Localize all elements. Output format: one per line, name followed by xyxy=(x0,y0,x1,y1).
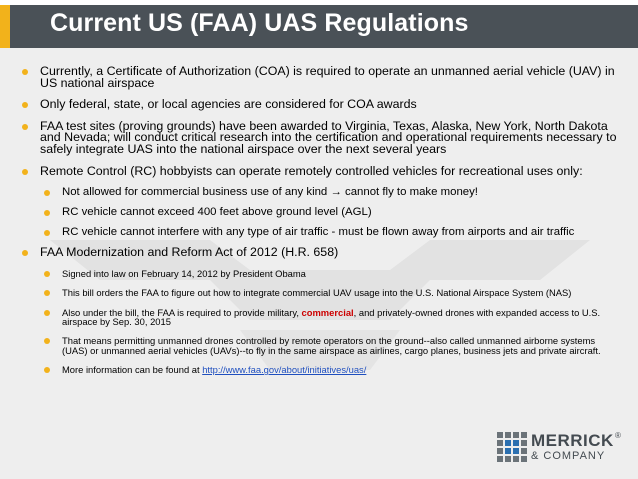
bullet-text: Remote Control (RC) hobbyists can operate remotely controlled vehicles for recreational uses only: xyxy=(40,163,583,178)
bullet-text: Currently, a Certificate of Authorization (COA) is required to operate an unmanned aerial vehicle (UAV) in US national airspace xyxy=(40,64,615,90)
bullet-text: , and privately-owned drones with expanded access to U.S. airspace by Sep. 30, 2015 xyxy=(62,306,601,327)
logo-subtitle: & COMPANY xyxy=(531,450,606,462)
bullet-text: RC vehicle cannot interfere with any type of air traffic - must be flown away from airports and air traffic xyxy=(62,226,575,239)
bullet-dot-icon xyxy=(22,69,28,75)
bullet-dot-icon xyxy=(44,210,50,216)
bullet-text: FAA test sites (proving grounds) have been awarded to Virginia, Texas, Alaska, New York, North Dakota and Nevada; will conduct critical research into the certification and operational requirements necessary to safely integrate UAS into the national airspace over the next several years xyxy=(40,118,617,156)
right-arrow-icon: → xyxy=(330,186,342,199)
bullet-faa-act xyxy=(18,247,618,259)
bullet-dot-icon xyxy=(44,310,50,316)
bullet-dot-icon xyxy=(22,102,28,108)
bullet-dot-icon xyxy=(44,230,50,236)
bullet-text: This bill orders the FAA to figure out how to integrate commercial UAV usage into the U.S. National Airspace System (NAS) xyxy=(62,287,572,299)
bullet-dot-icon xyxy=(22,250,28,256)
bullet-list xyxy=(18,66,618,385)
bullet-text: RC vehicle cannot exceed 400 feet above ground level (AGL) xyxy=(62,206,372,219)
grid-logo-icon xyxy=(497,432,527,462)
highlight-commercial: commercial xyxy=(301,306,354,318)
merrick-logo xyxy=(497,431,627,465)
bullet-dot-icon xyxy=(44,290,50,296)
header-accent-bar xyxy=(0,5,10,48)
slide-title: Current US (FAA) UAS Regulations xyxy=(50,9,469,37)
bullet-coa-agencies xyxy=(18,99,618,111)
sub-bullet-air-traffic xyxy=(18,227,618,238)
bullet-text: Also under the bill, the FAA is required to provide military, xyxy=(62,306,302,318)
bullet-rc-hobbyists xyxy=(18,163,618,178)
bullet-dot-icon xyxy=(22,169,28,175)
bullet-text: Not allowed for commercial business use of any kind xyxy=(62,186,328,199)
sub-bullet-integrate-nas xyxy=(18,288,618,297)
sub-bullet-expanded-access xyxy=(18,308,618,327)
header-top-strip xyxy=(0,0,638,5)
title-bar xyxy=(0,0,638,48)
bullet-text: cannot fly to make money! xyxy=(345,186,478,199)
bullet-dot-icon xyxy=(44,338,50,344)
logo-registered-mark: ® xyxy=(615,431,621,440)
bullet-coa-requirement xyxy=(18,66,618,89)
sub-bullet-400-feet xyxy=(18,207,618,218)
bullet-test-sites xyxy=(18,118,618,156)
sub-bullet-no-commercial xyxy=(18,187,618,198)
bullet-text: More information can be found at xyxy=(62,364,203,376)
sub-bullet-permitting-drones xyxy=(18,336,618,355)
bullet-text: That means permitting unmanned drones controlled by remote operators on the ground--also called unmanned airborne systems (UAS) or unmanned aerial vehicles (UAVs)--to fly in the same airspace as airlines, cargo planes, business jets and private aircraft. xyxy=(62,335,601,356)
bullet-dot-icon xyxy=(44,190,50,196)
bullet-text: Signed into law on February 14, 2012 by President Obama xyxy=(62,267,306,279)
sub-bullet-signed xyxy=(18,269,618,278)
sub-bullet-more-info xyxy=(18,365,618,374)
bullet-text: Only federal, state, or local agencies are considered for COA awards xyxy=(40,97,417,112)
bullet-dot-icon xyxy=(22,124,28,130)
logo-name: MERRICK xyxy=(531,431,614,450)
faa-uas-link[interactable]: http://www.faa.gov/about/initiatives/uas/ xyxy=(202,364,367,376)
bullet-dot-icon xyxy=(44,271,50,277)
bullet-dot-icon xyxy=(44,367,50,373)
bullet-text: FAA Modernization and Reform Act of 2012 (H.R. 658) xyxy=(40,245,339,260)
